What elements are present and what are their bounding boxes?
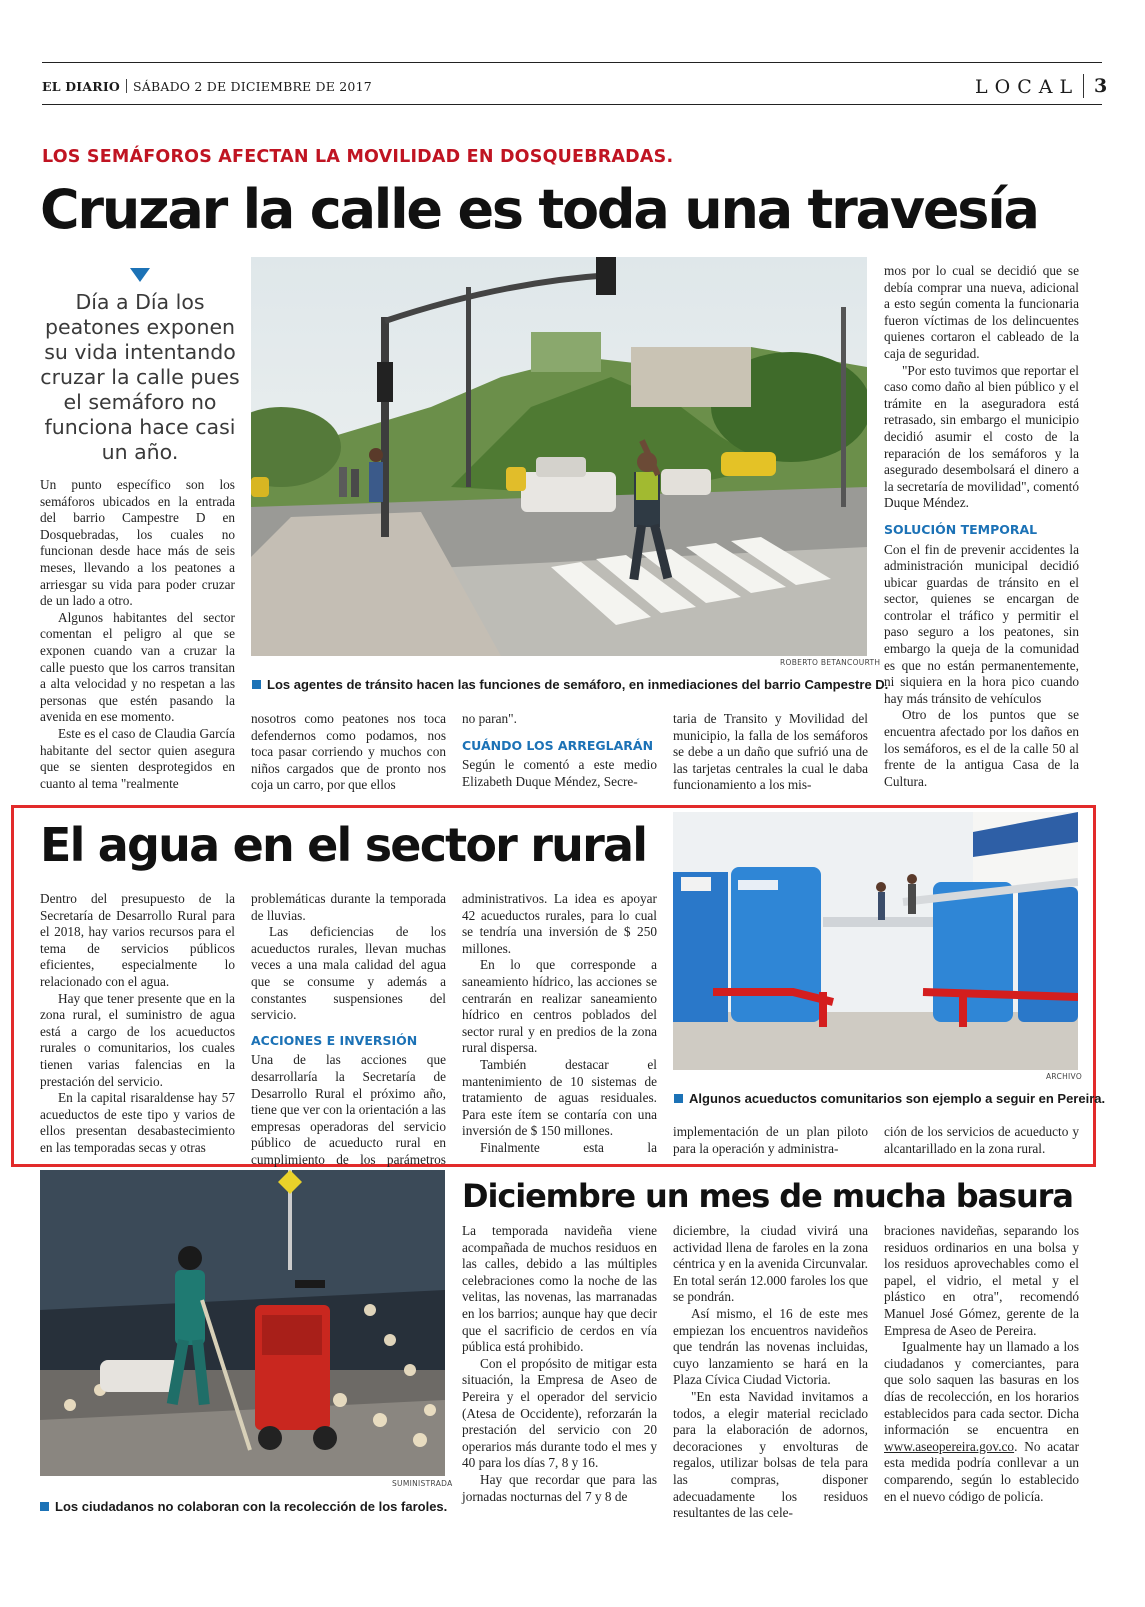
article1-col2-text: nosotros como peatones nos toca defendernos como podamos, nos toca pasar corriendo y muchos con niños cargados que de pronto nos coja un carro, por que ellos [251, 711, 446, 793]
article2-column-1 [40, 891, 235, 1157]
article1-column-5 [884, 263, 1079, 790]
paper-name: EL DIARIO [42, 79, 120, 94]
article2-headline: El agua en el sector rural [40, 818, 647, 872]
article3-headline: Diciembre un mes de mucha basura [462, 1177, 1073, 1215]
article1-col5-text-d: Otro de los puntos que se encuentra afectado por los daños en los semáforos, es el de la calle 50 al frente de la antigua Casa de la Cultura. [884, 707, 1079, 789]
article2-photo-credit: ARCHIVO [1046, 1072, 1083, 1081]
article2-col2-text-c: Una de las acciones que desarrollaría la Secretaría de Desarrollo Rural el próximo año, tiene que ver con la orientación a las empresas operadoras del servicio público de acueducto rural en cumplimiento de los parámetros [251, 1052, 446, 1167]
traffic-agent-illustration [251, 257, 867, 656]
water-tanks-illustration [673, 812, 1078, 1070]
header-bottom-rule [42, 104, 1102, 105]
article3-col1-text-c: Hay que recordar que para las jornadas nocturnas del 7 y 8 de [462, 1471, 657, 1504]
article2-col4-text: implementación de un plan piloto para la operación y administra- [673, 1124, 868, 1156]
article1-subhead-solucion: SOLUCIÓN TEMPORAL [884, 521, 1038, 537]
article3-col1-text-b: Con el propósito de mitigar esta situación, la Empresa de Aseo de Pereira y el operador del servicio (Atesa de Occidente), reforzarán la prestación del servicio con 20 operarios más durante todo el mes y 40 para los días 7, 8 y 16. [462, 1355, 657, 1471]
article1-col3-text-a: no paran". [462, 711, 517, 726]
article3-col1-text-a: La temporada navideña viene acompañada de muchos residuos en las calles, debido a las múltiples celebraciones como la noche de las velitas, las novenas, las marranadas en los barrios; aunque hay que decir que el sacrificio de cerdos en vía pública está prohibido. [462, 1223, 657, 1355]
article1-pullquote: Día a Día los peatones exponen su vida intentando cruzar la calle pues el semáforo no funciona hace casi un año. [40, 290, 240, 464]
article1-col5-text-a: mos por lo cual se decidió que se debía comprar una nueva, adicional a esto según comenta la funcionaria fueron víctimas de los delincuentes quienes cortaron el cableado de la caja de seguridad. [884, 263, 1079, 361]
pullquote-marker-icon [130, 268, 150, 282]
article1-col1-p1: Un punto específico son los semáforos ubicados en la entrada del barrio Campestre D en Dosquebradas, los cuales no funcionan desde hace más de seis meses, llevando a los peatones a arriesgar su vida para poder cruzar de un lado a otro. [40, 477, 235, 609]
article2-column-3 [462, 891, 657, 1157]
article2-col3-text-b: En lo que corresponde a saneamiento hídrico, las acciones se centrarán en realizar saneamiento hídrico en centros poblados del sector rural y en predios de la zona rural dispersa. [462, 957, 657, 1056]
section-name: LOCAL [975, 76, 1080, 98]
article3-col3-text-b [884, 1339, 1079, 1505]
article1-col1-p3: Este es el caso de Claudia García habitante del sector quien asegura que se sienten desprotegidos en cuanto al tema "realmente [40, 725, 235, 791]
article2-column-2 [251, 891, 446, 1185]
article2-photo [673, 812, 1078, 1070]
article1-caption [252, 677, 888, 692]
article1-col1-p2: Algunos habitantes del sector comentan el peligro al que se exponen cuando van a cruzar la calle puesto que los carros transitan a alta velocidad y no respetan a las personas que estén pasando la avenida en ese momento. [40, 609, 235, 725]
article3-col2-text-b: Así mismo, el 16 de este mes empiezan los encuentros navideños que tendrán las novenas incluidas, cuyo lanzamiento se hará en la Plaza Cívica Ciudad Victoria. [673, 1305, 868, 1388]
article1-caption-text: Los agentes de tránsito hacen las funciones de semáforo, en inmediaciones del barrio Campestre D. [267, 677, 889, 692]
article2-col2-text-b: Las deficiencias de los acueductos rurales, llevan muchas veces a una mala calidad del agua que se consume y además a constantes suspensiones del servicio. [251, 924, 446, 1023]
street-sweeper-illustration [40, 1170, 445, 1476]
article3-col3-text-c: . No acatar esta medida podría conllevar a un comparendo, según lo establecido en el nuevo código de policía. [884, 1438, 1079, 1504]
article1-col5-text-b: "Por esto tuvimos que reportar el caso como daño al bien público y el trámite en la aseguradora está retrasado, sin embargo el municipio decidió asumir el costo de la reparación de los semáforos y la asegurado desembolsará el dinero a la secretaría de movilidad", comentó Duque Méndez. [884, 362, 1079, 511]
article3-col3-text-b-main: Igualmente hay un llamado a los ciudadanos y comerciantes, para que solo saquen las basuras en los días de recolección, en los horarios establecidos para cada sector. Dicha información se encuentra en [884, 1339, 1079, 1438]
article2-col1-text-c: En la capital risaraldense hay 57 acueductos de este tipo y varios de ellos presentan desabastecimiento en las temporadas secas y otras [40, 1090, 235, 1155]
issue-date: SÁBADO 2 DE DICIEMBRE DE 2017 [132, 79, 372, 94]
article2-col1-text-b: Hay que tener presente que en la zona rural, el suministro de agua está a cargo de los acueductos rurales o comunitarios, los cuales tienen varias falencias en la prestación del servicio. [40, 990, 235, 1089]
caption-square-icon [40, 1502, 49, 1511]
article1-col3-text-b: Según le comentó a este medio Elizabeth Duque Méndez, Secre- [462, 757, 657, 789]
article1-column-4 [673, 711, 868, 794]
article1-headline: Cruzar la calle es toda una travesía [40, 178, 1038, 241]
article3-caption-text: Los ciudadanos no colaboran con la recolección de los faroles. [55, 1499, 448, 1514]
article2-col3-text-d: Finalmente esta la [480, 1139, 657, 1155]
article3-photo-credit: SUMINISTRADA [392, 1479, 453, 1488]
article3-col2-text-a: diciembre, la ciudad vivirá una actividad llena de faroles en la zona céntrica y en la avenida Circunvalar. En total serán 12.000 faroles los que se pondrán. [673, 1223, 868, 1305]
article3-column-1 [462, 1223, 657, 1505]
header-divider [126, 79, 127, 93]
article1-photo-credit: ROBERTO BETANCOURTH [780, 658, 881, 667]
article1-column-1 [40, 477, 235, 792]
article2-col3-text-c: También destacar el mantenimiento de 10 sistemas de tratamiento de aguas residuales. Para este ítem se contaría con una inversión de $ 150 millones. [462, 1056, 657, 1139]
article2-col1-text-a: Dentro del presupuesto de la Secretaría de Desarrollo Rural para el 2018, hay varios recursos para el tema de servicios públicos eficientes, especialmente lo relacionado con el agua. [40, 891, 235, 989]
caption-square-icon [674, 1094, 683, 1103]
article3-column-2 [673, 1223, 868, 1522]
article2-caption-text: Algunos acueductos comunitarios son ejemplo a seguir en Pereira. [689, 1091, 1106, 1106]
aseo-website-link[interactable]: www.aseopereira.gov.co [884, 1438, 1015, 1454]
masthead-line [42, 79, 372, 94]
article1-subhead-cuando: CUÁNDO LOS ARREGLARÁN [462, 737, 654, 753]
header-vertical-divider [1083, 74, 1084, 98]
article1-kicker: LOS SEMÁFOROS AFECTAN LA MOVILIDAD EN DOSQUEBRADAS. [42, 147, 674, 167]
header-top-rule [42, 62, 1102, 63]
article3-col2-text-c: "En esta Navidad invitamos a todos, a elegir material reciclado para la elaboración de adornos, decoraciones y envolturas de regalos, utilizar bolsas de tela para las compras, disponer adecuadamente los residuos resultantes de las cele- [673, 1388, 868, 1521]
article2-col3-text-a: administrativos. La idea es apoyar 42 acueductos rurales, para lo cual se tendría una inversión de $ 250 millones. [462, 891, 657, 956]
article2-column-5 [884, 1124, 1079, 1157]
page-number: 3 [1094, 75, 1108, 97]
article2-col5-text: ción de los servicios de acueducto y alcantarillado en la zona rural. [884, 1124, 1079, 1156]
article1-column-3 [462, 711, 657, 790]
caption-square-icon [252, 680, 261, 689]
article2-subhead-acciones: ACCIONES E INVERSIÓN [251, 1032, 418, 1048]
article2-column-4 [673, 1124, 868, 1157]
article2-col2-text-a: problemáticas durante la temporada de lluvias. [251, 891, 446, 923]
article1-column-2 [251, 711, 446, 794]
article1-col5-text-c: Con el fin de prevenir accidentes la administración municipal decidió ubicar guardas de tránsito en el sector, quienes se encargan de controlar el tráfico y permitir el paso seguro a los peatones, sin embargo la queja de la comunidad es que no están permanentemente, ni siquiera en la hora pico cuando hay más tránsito de vehículos [884, 541, 1079, 706]
article3-column-3 [884, 1223, 1079, 1505]
article3-caption [40, 1499, 447, 1514]
article1-photo [251, 257, 867, 656]
article2-caption [674, 1091, 1105, 1106]
article1-col4-text: taria de Transito y Movilidad del municipio, la falla de los semáforos se debe a un daño que sufrió una de las tarjetas centrales la cual le daba funcionamiento a los mis- [673, 711, 868, 793]
article3-col3-text-a: braciones navideñas, separando los residuos ordinarios en una bolsa y los residuos aprovechables como el papel, el vidrio, el metal y el plástico en otra", recomendó Manuel José Gómez, gerente de la Empresa de Aseo de Pereira. [884, 1223, 1079, 1338]
article3-photo [40, 1170, 445, 1476]
